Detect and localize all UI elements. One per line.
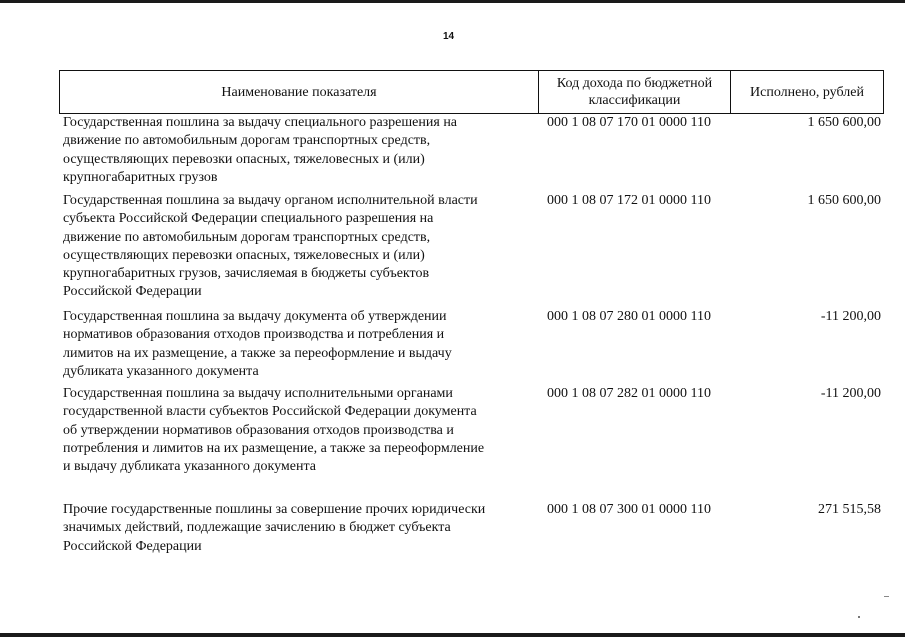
top-border-rule [0, 0, 905, 3]
row-amount: -11 200,00 [820, 386, 881, 401]
row-code: 000 1 08 07 300 01 0000 110 [547, 502, 711, 517]
row-amount: 1 650 600,00 [807, 193, 881, 208]
header-code-column: Код дохода по бюджетной классификации [539, 71, 731, 113]
bottom-border-rule [0, 633, 905, 637]
row-name-line: значимых действий, подлежащие зачислению в бюджет субъекта [63, 520, 451, 536]
row-name-line: об утверждении нормативов образования отходов производства и [63, 422, 454, 438]
row-name-line: Государственная пошлина за выдачу специального разрешения на [63, 115, 458, 130]
row-code: 000 1 08 07 170 01 0000 110 [547, 115, 711, 130]
row-name-line: Прочие государственные пошлины за совершение прочих юридически [63, 502, 486, 517]
row-name-line: государственной власти субъектов Российской Федерации документа [63, 404, 477, 420]
row-name-line: лимитов на их размещение, а также за переоформление и выдачу [63, 345, 452, 361]
row-name [63, 308, 531, 381]
row-name-line: осуществляющих перевозки опасных, тяжеловесных и (или) [63, 247, 425, 263]
row-name-line: Государственная пошлина за выдачу документа об утверждении [63, 309, 447, 324]
row-name [63, 114, 531, 187]
row-name-line: нормативов образования отходов производства и потребления и [63, 327, 445, 343]
row-code: 000 1 08 07 282 01 0000 110 [547, 386, 711, 401]
row-name-line: потребления и лимитов на их размещение, а также за переоформление [63, 440, 485, 456]
row-code: 000 1 08 07 280 01 0000 110 [547, 309, 711, 324]
row-name-line: дубликата указанного документа [63, 363, 259, 379]
row-name [63, 192, 531, 302]
header-executed-column: Исполнено, рублей [750, 84, 864, 100]
row-name [63, 501, 531, 556]
row-name-line: Государственная пошлина за выдачу органом исполнительной власти [63, 193, 478, 208]
row-name-line: осуществляющих перевозки опасных, тяжеловесных и (или) [63, 151, 425, 167]
row-amount: 271 515,58 [818, 502, 881, 517]
header-name-column: Наименование показателя [60, 71, 539, 113]
scan-speck [884, 596, 889, 597]
row-name [63, 385, 531, 476]
row-name-line: субъекта Российской Федерации специального разрешения на [63, 211, 434, 227]
row-code: 000 1 08 07 172 01 0000 110 [547, 193, 711, 208]
row-amount: -11 200,00 [820, 309, 881, 324]
row-name-line: и выдачу дубликата указанного документа [63, 459, 316, 475]
page-number: 14 [443, 31, 455, 42]
row-name-line: крупногабаритных грузов, зачисляемая в бюджеты субъектов [63, 266, 430, 282]
row-name-line: крупногабаритных грузов [63, 169, 218, 185]
table-header [59, 70, 884, 114]
row-name-line: движение по автомобильным дорогам транспортных средств, [63, 229, 431, 245]
scan-speck [858, 616, 860, 618]
row-name-line: Государственная пошлина за выдачу исполнительными органами [63, 386, 453, 401]
row-name-line: Российской Федерации [63, 284, 202, 300]
row-amount: 1 650 600,00 [807, 115, 881, 130]
row-name-line: Российской Федерации [63, 538, 202, 554]
row-name-line: движение по автомобильным дорогам транспортных средств, [63, 133, 431, 149]
